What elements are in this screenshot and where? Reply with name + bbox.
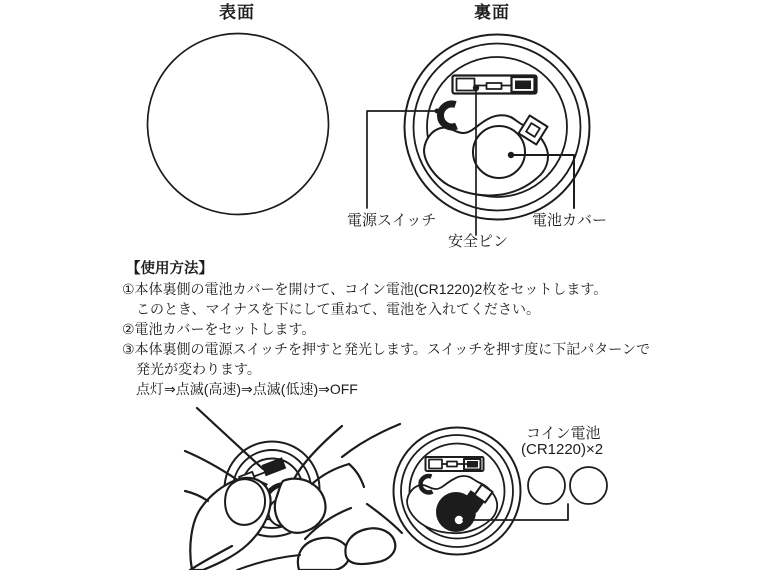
usage-step-3: ③本体裏側の電源スイッチを押すと発光します。スイッチを押す度に下記パターンで — [122, 341, 651, 357]
left-thumb-nail — [225, 479, 265, 525]
right-finger-1 — [298, 538, 349, 570]
coin-battery-label-line2: (CR1220)×2 — [521, 441, 604, 458]
pin-clasp-icon-small — [421, 476, 433, 492]
right-finger-2 — [345, 528, 395, 564]
hands-opening-figure — [185, 408, 402, 570]
badge-front-circle — [148, 34, 329, 215]
front-view-title: 表面 — [219, 3, 255, 22]
power-switch-label: 電源スイッチ — [347, 212, 437, 229]
safety-pin-assembly — [453, 76, 537, 94]
usage-step-3-cont: 発光が変わります。 — [136, 361, 261, 377]
back-view-title: 裏面 — [474, 3, 510, 22]
safety-pin-assembly-small — [426, 457, 484, 471]
coin-battery-label-line1: コイン電池 — [526, 425, 601, 442]
usage-pattern-line: 点灯⇒点滅(高速)⇒点滅(低速)⇒OFF — [136, 381, 358, 397]
installed-batteries — [436, 492, 476, 532]
pin-clasp-icon — [440, 104, 456, 127]
back-view-figure — [367, 35, 590, 236]
usage-step-1: ①本体裏側の電池カバーを開けて、コイン電池(CR1220)2枚をセットします。 — [122, 281, 608, 297]
battery-cover-label: 電池カバー — [532, 212, 608, 229]
usage-step-2: ②電池カバーをセットします。 — [122, 321, 316, 337]
coin-battery-1 — [528, 467, 565, 504]
right-thumb — [275, 479, 326, 533]
battery-callout-dot — [455, 516, 463, 524]
usage-heading: 【使用方法】 — [126, 261, 213, 277]
front-view-figure — [148, 34, 329, 215]
left-hand-edge — [197, 408, 263, 469]
usage-step-1-cont: このとき、マイナスを下にして重ねて、電池を入れてください。 — [136, 301, 540, 317]
safety-pin-label: 安全ピン — [448, 233, 509, 250]
coin-battery-2 — [570, 467, 607, 504]
